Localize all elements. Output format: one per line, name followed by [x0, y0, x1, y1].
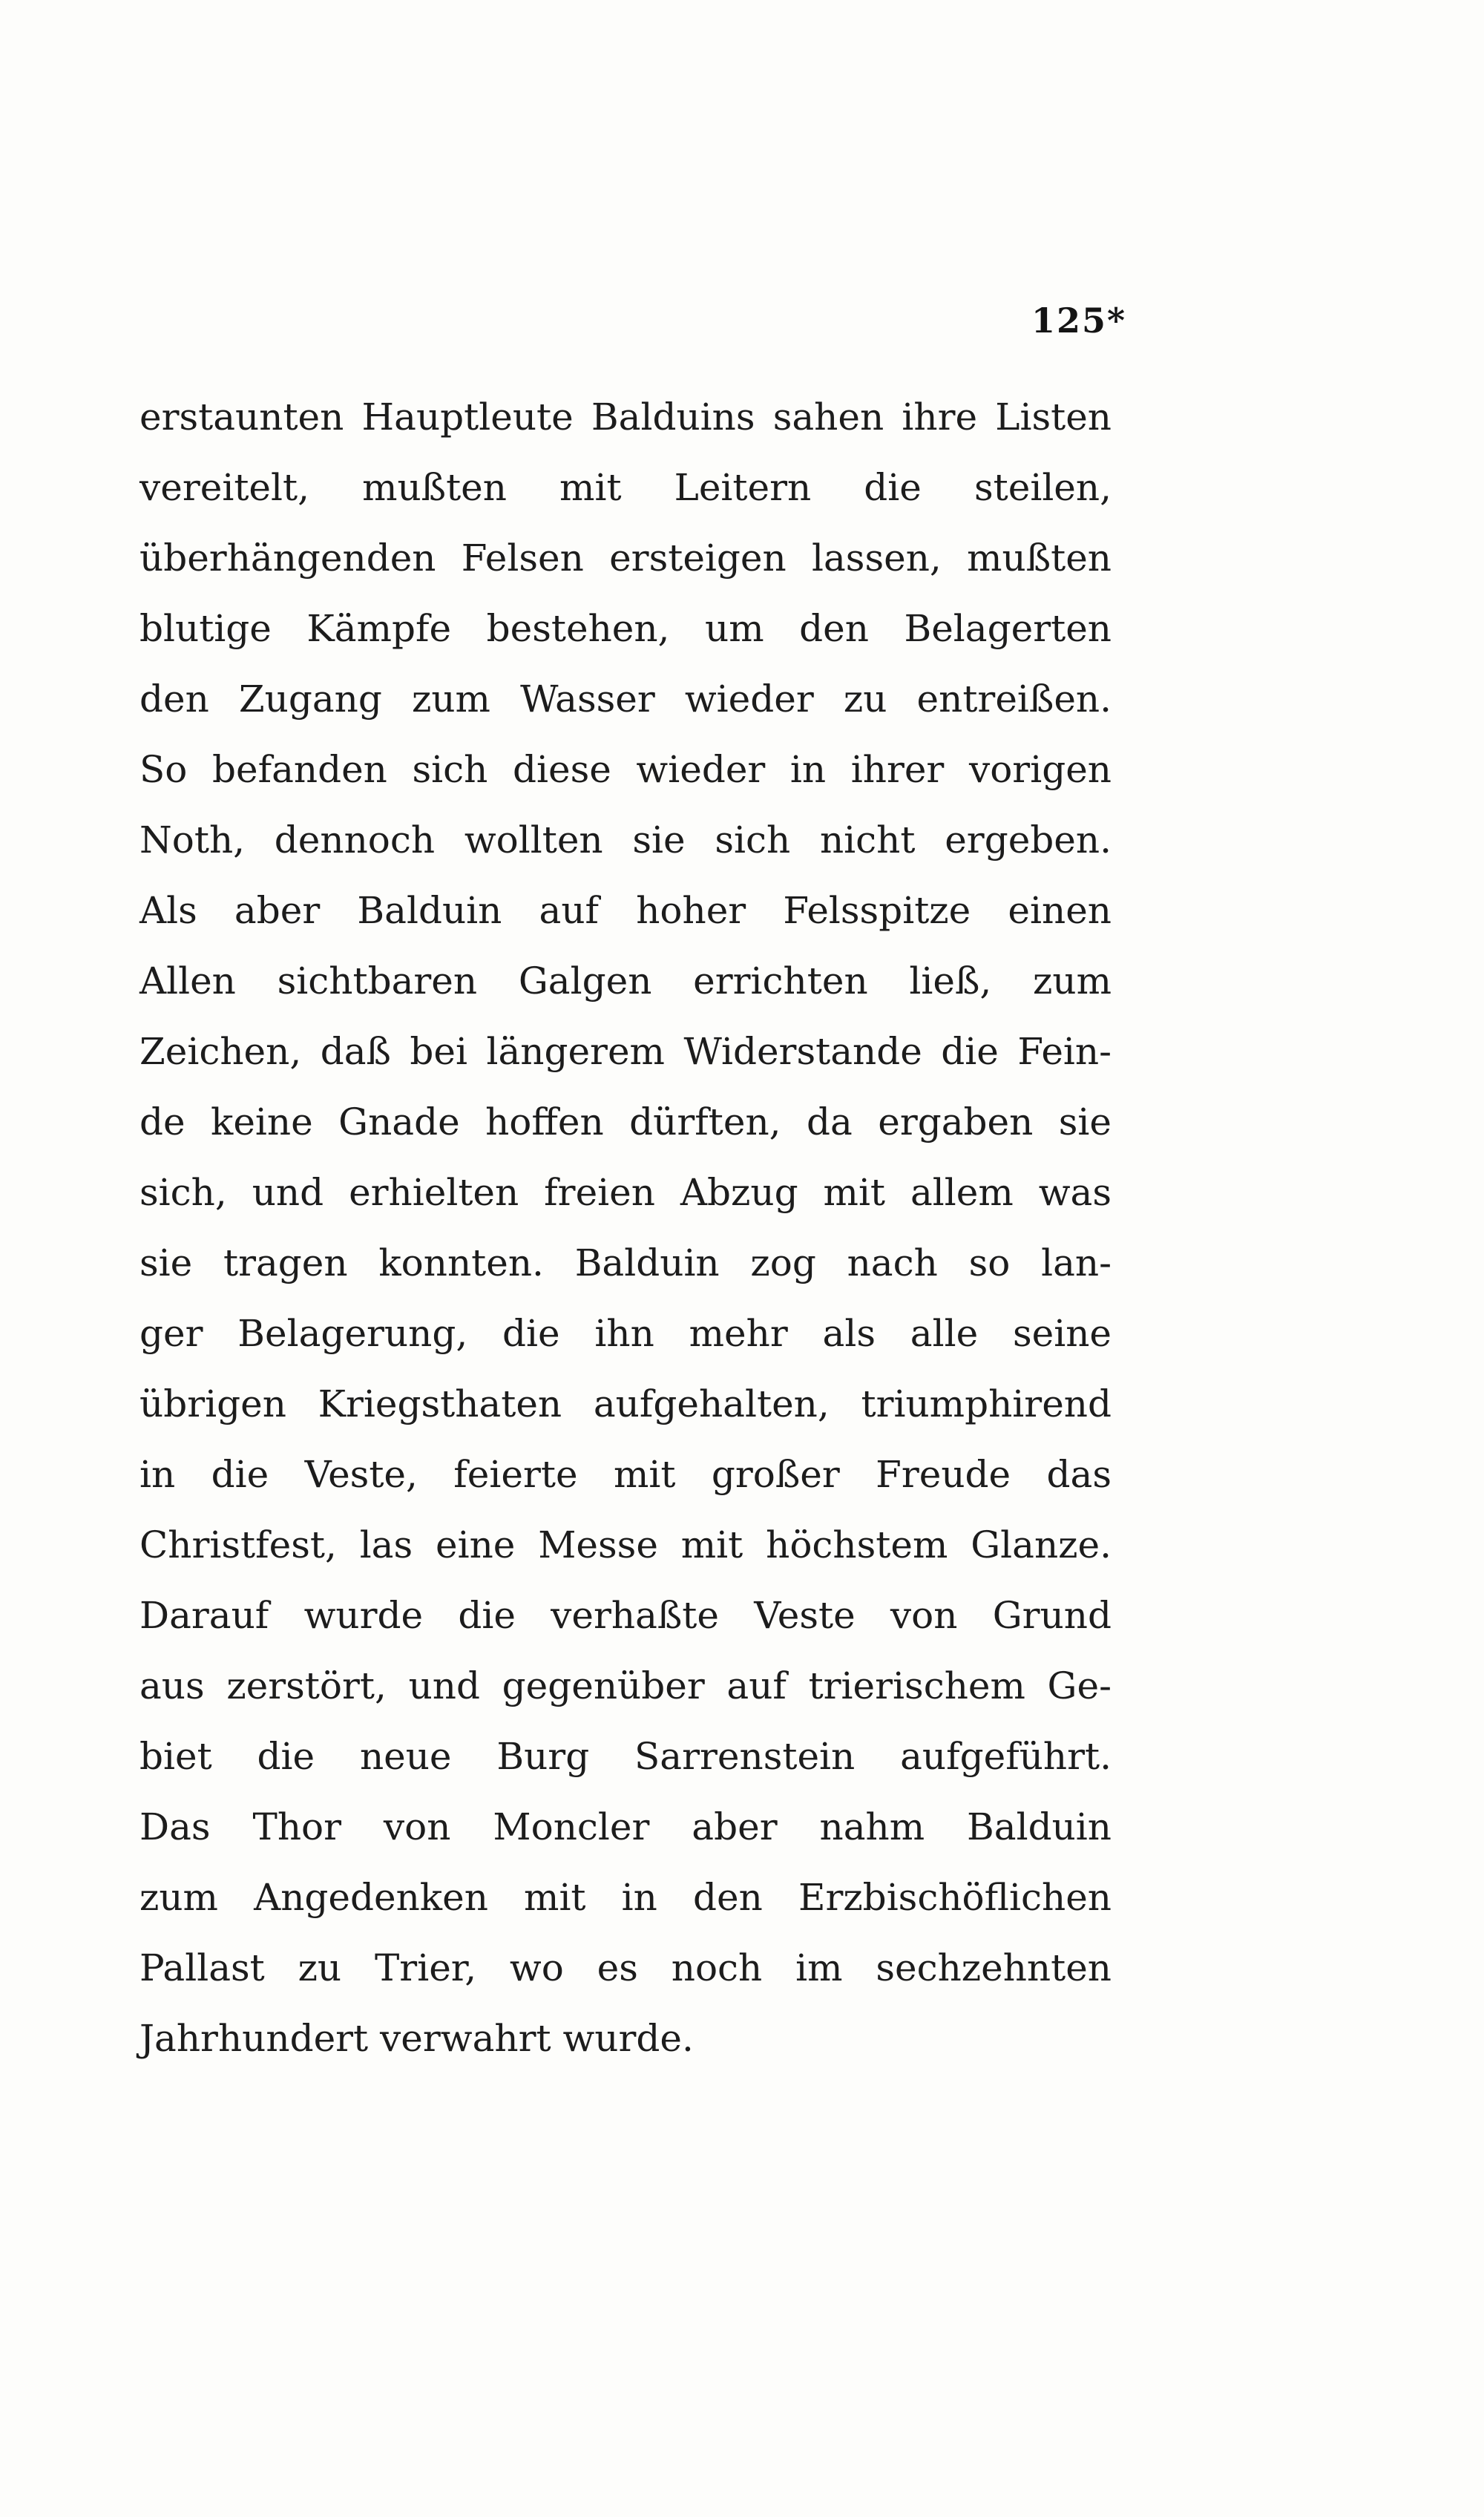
text-line: aus zerstört, und gegenüber auf trierischem Ge- — [139, 1664, 1112, 1707]
text-line: erstaunten Hauptleute Balduins sahen ihre Listen — [139, 396, 1112, 439]
text-line: Als aber Balduin auf hoher Felsspitze einen — [139, 889, 1112, 932]
text-line: ger Belagerung, die ihn mehr als alle seine — [139, 1312, 1112, 1355]
text-line: blutige Kämpfe bestehen, um den Belagerten — [139, 607, 1112, 650]
text-line: Darauf wurde die verhaßte Veste von Grund — [139, 1594, 1112, 1637]
text-line: Christfest, las eine Messe mit höchstem Glanze. — [139, 1523, 1112, 1566]
text-line: überhängenden Felsen ersteigen lassen, mußten — [139, 536, 1112, 580]
text-line: sie tragen konnten. Balduin zog nach so lan- — [139, 1241, 1112, 1284]
text-line: Allen sichtbaren Galgen errichten ließ, zum — [139, 959, 1112, 1002]
text-line: den Zugang zum Wasser wieder zu entreißen. — [139, 677, 1112, 721]
text-line: zum Angedenken mit in den Erzbischöflichen — [139, 1876, 1112, 1919]
text-line: Zeichen, daß bei längerem Widerstande die Fein- — [139, 1030, 1112, 1073]
page-number: 125* — [1031, 301, 1127, 341]
text-line: übrigen Kriegsthaten aufgehalten, triumphirend — [139, 1382, 1112, 1425]
text-line: Das Thor von Moncler aber nahm Balduin — [139, 1805, 1112, 1848]
body-text — [139, 382, 1112, 2074]
text-line: de keine Gnade hoffen dürften, da ergaben sie — [139, 1100, 1112, 1143]
text-line: in die Veste, feierte mit großer Freude das — [139, 1453, 1112, 1496]
text-line: Noth, dennoch wollten sie sich nicht ergeben. — [139, 818, 1112, 862]
text-line: So befanden sich diese wieder in ihrer vorigen — [139, 748, 1112, 791]
text-line: biet die neue Burg Sarrenstein aufgeführt. — [139, 1735, 1112, 1778]
text-line: vereitelt, mußten mit Leitern die steilen, — [139, 466, 1112, 509]
text-line-last: Jahrhundert verwahrt wurde. — [139, 2017, 694, 2060]
text-line: Pallast zu Trier, wo es noch im sechzehnten — [139, 1946, 1112, 1989]
text-line: sich, und erhielten freien Abzug mit allem was — [139, 1171, 1112, 1214]
